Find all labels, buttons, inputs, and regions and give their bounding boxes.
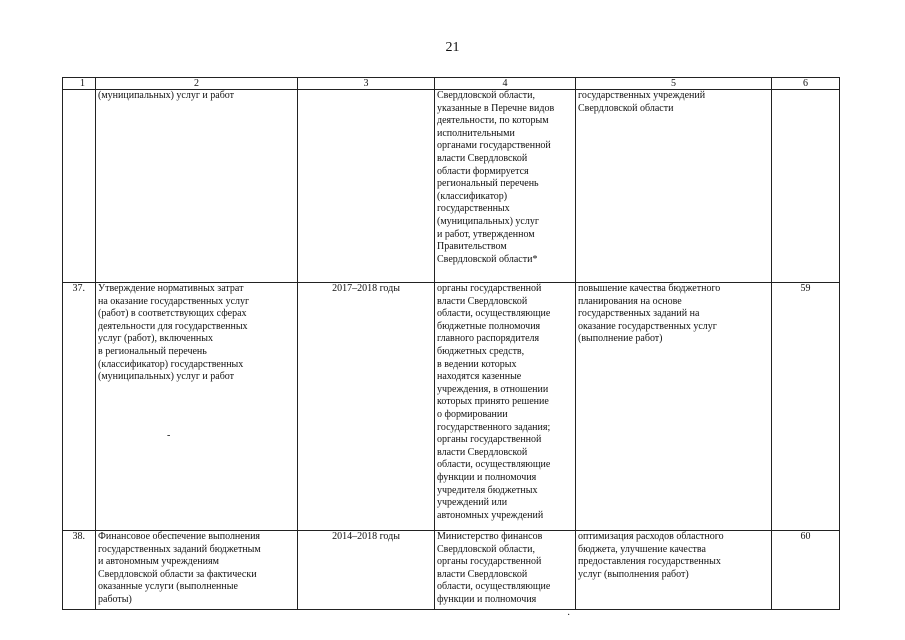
period-cell <box>298 90 435 283</box>
period-cell: 2014–2018 годы <box>298 531 435 610</box>
result-cell: повышение качества бюджетного планирования на основе государственных заданий на оказание государственных услуг (выполнение работ) <box>576 283 772 531</box>
table-row <box>63 283 840 531</box>
column-number: 1 <box>63 78 96 90</box>
scan-mark: · <box>567 610 571 621</box>
executor-cell: Министерство финансов Свердловской области, органы государственной власти Свердловской области, осуществляющие функции и полномочия <box>435 531 576 610</box>
table-row <box>63 531 840 610</box>
column-number: 4 <box>435 78 576 90</box>
row-number-cell <box>63 90 96 283</box>
period-cell: 2017–2018 годы <box>298 283 435 531</box>
event-cell: Утверждение нормативных затрат на оказание государственных услуг (работ) в соответствующих сферах деятельности для государственных услуг (работ), включенных в региональный перечень (классификатор) государственных (муниципальных) услуг и работ <box>96 283 298 531</box>
column-number: 5 <box>576 78 772 90</box>
column-number-row <box>63 78 840 90</box>
indicator-cell: 60 <box>772 531 840 610</box>
executor-cell: Свердловской области, указанные в Перечне видов деятельности, по которым исполнительными органами государственной власти Свердловской области формируется региональный перечень (классификатор) государственных (муниципальных) услуг и работ, утвержденном Правительством Свердловской области* <box>435 90 576 283</box>
page-number: 21 <box>445 40 460 55</box>
indicator-cell: 59 <box>772 283 840 531</box>
event-cell: Финансовое обеспечение выполнения государственных заданий бюджетным и автономным учреждениям Свердловской области за фактически оказанные услуги (выполненные работы) <box>96 531 298 610</box>
result-cell: государственных учреждений Свердловской области <box>576 90 772 283</box>
plan-table <box>62 77 840 610</box>
table-row <box>63 90 840 283</box>
column-number: 2 <box>96 78 298 90</box>
executor-cell: органы государственной власти Свердловской области, осуществляющие бюджетные полномочия главного распорядителя бюджетных средств, в ведении которых находятся казенные учреждения, в отношении которых принято решение о формировании государственного задания; органы государственной власти Свердловской области, осуществляющие функции и полномочия учредителя бюджетных учреждений или автономных учреждений <box>435 283 576 531</box>
indicator-cell <box>772 90 840 283</box>
column-number: 3 <box>298 78 435 90</box>
scan-mark: - <box>167 430 171 441</box>
row-number-cell: 37. <box>63 283 96 531</box>
row-number-cell: 38. <box>63 531 96 610</box>
column-number: 6 <box>772 78 840 90</box>
event-cell: (муниципальных) услуг и работ <box>96 90 298 283</box>
result-cell: оптимизация расходов областного бюджета, улучшение качества предоставления государственных услуг (выполнения работ) <box>576 531 772 610</box>
